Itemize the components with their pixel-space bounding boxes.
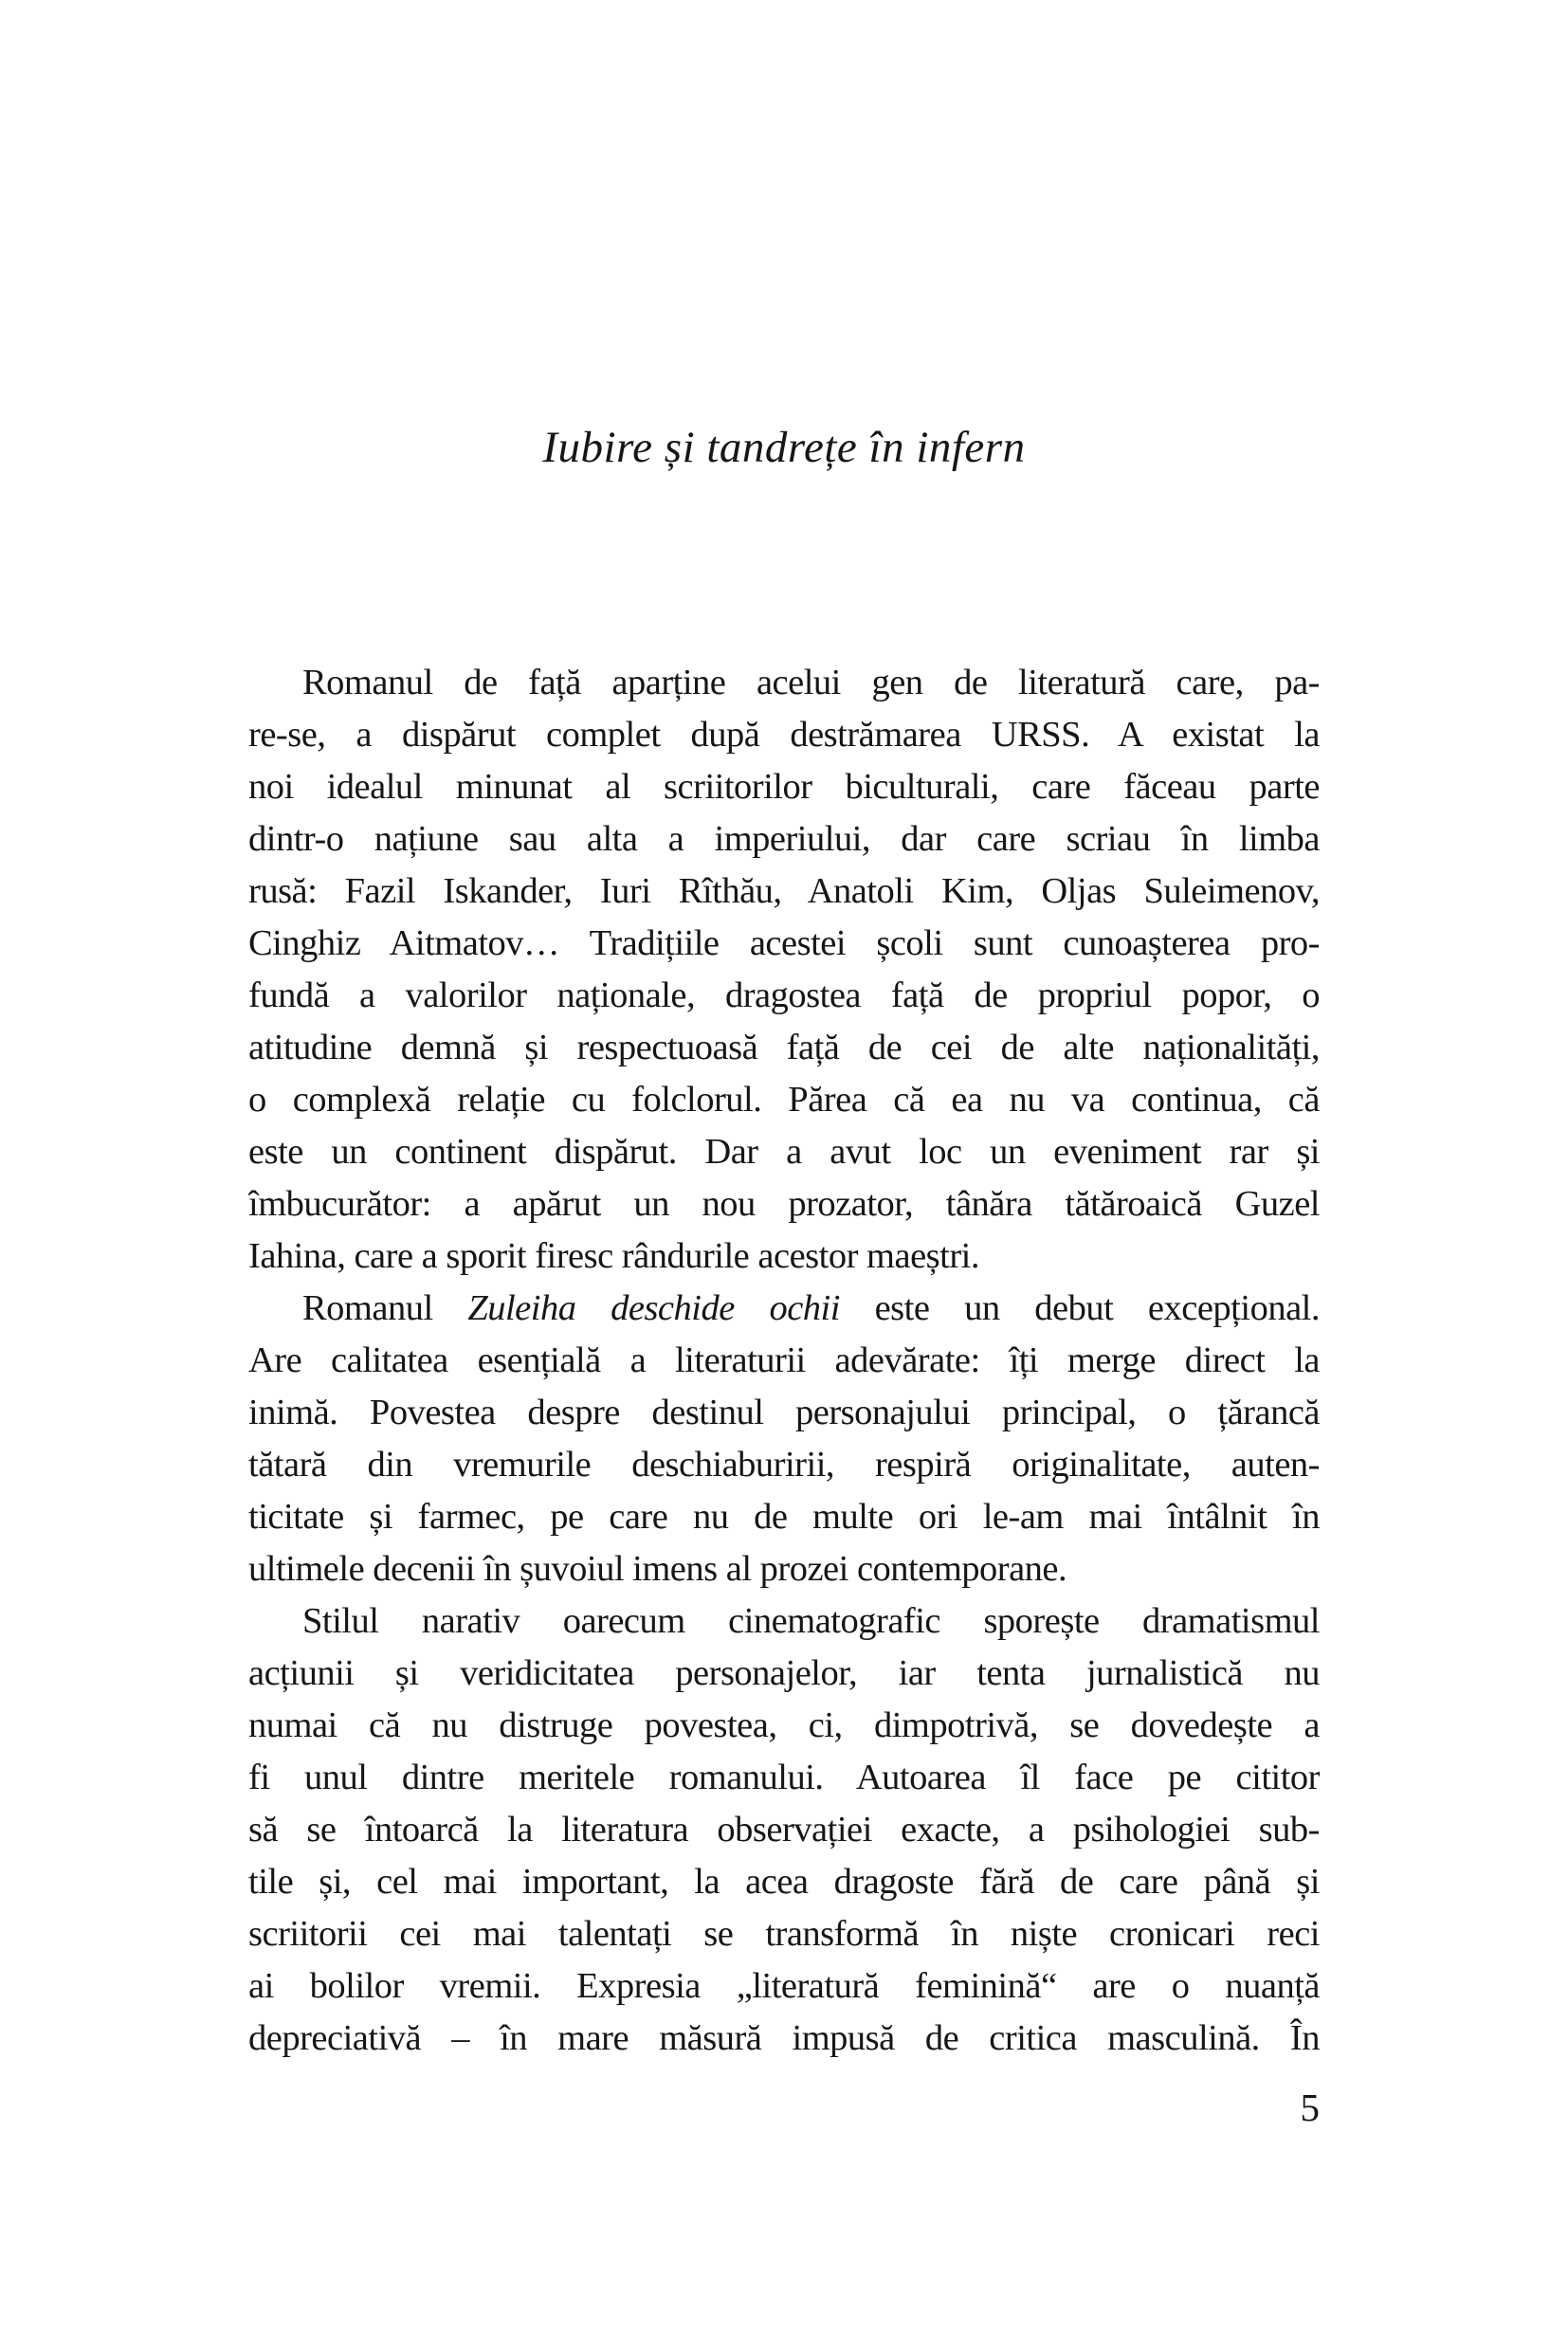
text-line: tătară din vremurile deschiaburirii, respiră originalitate, auten- [248, 1445, 1320, 1485]
text-line: noi idealul minunat al scriitorilor biculturali, care făceau parte [248, 767, 1320, 807]
text-line: Are calitatea esențială a literaturii adevărate: îți merge direct la [248, 1340, 1320, 1380]
text-line: numai că nu distruge povestea, ci, dimpotrivă, se dovedește a [248, 1705, 1320, 1745]
text-line: fundă a valorilor naționale, dragostea față de propriul popor, o [248, 975, 1320, 1015]
text-line: Stilul narativ oarecum cinematografic sporește dramatismul [302, 1601, 1320, 1641]
text-line: scriitorii cei mai talentați se transformă în niște cronicari reci [248, 1914, 1320, 1954]
text-line: ultimele decenii în șuvoiul imens al prozei contemporane. [248, 1549, 1067, 1589]
novel-title-italic: Zuleiha deschide ochii [467, 1288, 840, 1328]
text-line: rusă: Fazil Iskander, Iuri Rîthău, Anatoli Kim, Oljas Suleimenov, [248, 871, 1320, 911]
chapter-title: Iubire și tandrețe în infern [542, 423, 1026, 472]
text-line [248, 1283, 1320, 1335]
text-line: să se întoarcă la literatura observației exacte, a psihologiei sub- [248, 1810, 1320, 1850]
paragraph-2 [248, 1283, 1320, 1595]
text-line: inimă. Povestea despre destinul personajului principal, o țărancă [248, 1393, 1320, 1432]
text-line: ai bolilor vremii. Expresia „literatură feminină“ are o nuanță [248, 1966, 1320, 2006]
text-segment: este un debut excepțional. [839, 1288, 1320, 1328]
text-line: tile și, cel mai important, la acea dragoste fără de care până și [248, 1862, 1320, 1902]
text-line: fi unul dintre meritele romanului. Autoarea îl face pe cititor [248, 1758, 1320, 1797]
paragraph-3 [248, 1595, 1320, 2065]
text-line: re-se, a dispărut complet după destrămarea URSS. A existat la [248, 715, 1320, 755]
text-line: acțiunii și veridicitatea personajelor, iar tenta jurnalistică nu [248, 1653, 1320, 1693]
paragraph-1 [248, 657, 1320, 1283]
body-text [248, 657, 1320, 2065]
text-line: Romanul de față aparține acelui gen de literatură care, pa- [302, 663, 1320, 702]
text-line: o complexă relație cu folclorul. Părea că ea nu va continua, că [248, 1080, 1320, 1120]
text-line: depreciativă – în mare măsură impusă de critica masculină. În [248, 2018, 1320, 2058]
text-line: atitudine demnă și respectuoasă față de cei de alte naționalități, [248, 1028, 1320, 1067]
text-line: Iahina, care a sporit firesc rândurile acestor maeștri. [248, 1236, 979, 1276]
page-number: 5 [1300, 2086, 1320, 2129]
text-line: Cinghiz Aitmatov… Tradițiile acestei școli sunt cunoașterea pro- [248, 923, 1320, 963]
text-line: dintr-o națiune sau alta a imperiului, dar care scriau în limba [248, 819, 1320, 859]
text-line: este un continent dispărut. Dar a avut loc un eveniment rar și [248, 1132, 1320, 1172]
text-line: ticitate și farmec, pe care nu de multe ori le-am mai întâlnit în [248, 1497, 1320, 1537]
text-line: îmbucurător: a apărut un nou prozator, tânăra tătăroaică Guzel [248, 1184, 1320, 1224]
text-segment: Romanul [302, 1288, 468, 1328]
